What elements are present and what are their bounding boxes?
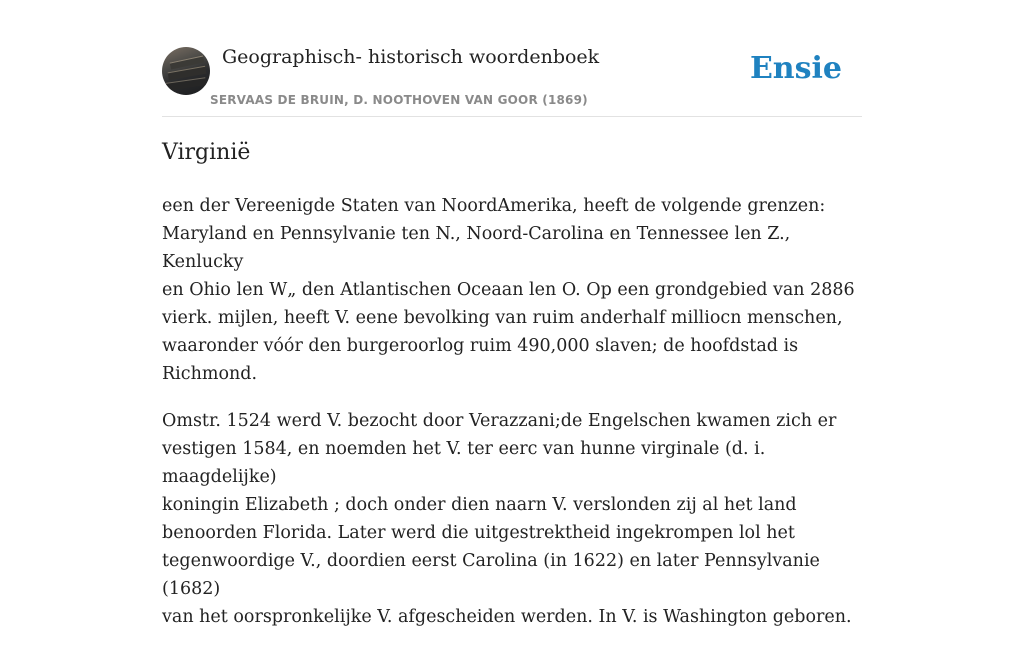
text-line: vierk. mijlen, heeft V. eene bevolking van ruim anderhalf milliocn menschen, xyxy=(162,308,843,328)
book-author-year: SERVAAS DE BRUIN, D. NOOTHOVEN VAN GOOR (1869) xyxy=(210,93,588,107)
text-line: en Ohio len W„ den Atlantischen Oceaan len O. Op een grondgebied van 2886 xyxy=(162,280,855,300)
text-line: waaronder vóór den burgeroorlog ruim 490,000 slaven; de hoofdstad is Richmond. xyxy=(162,336,799,384)
text-line: Maryland en Pennsylvanie ten N., Noord-Carolina en Tennessee len Z., Kenlucky xyxy=(162,224,791,272)
book-cover-avatar[interactable] xyxy=(162,47,210,95)
text-line: vestigen 1584, en noemden het V. ter eerc van hunne virginale (d. i. maagdelijke) xyxy=(162,439,766,487)
text-line: benoorden Florida. Later werd die uitgestrektheid ingekrompen lol het xyxy=(162,523,795,543)
text-line: een der Vereenigde Staten van NoordAmerika, heeft de volgende grenzen: xyxy=(162,196,826,216)
entry-content xyxy=(162,192,862,650)
text-line: van het oorspronkelijke V. afgescheiden werden. In V. is Washington geboren. xyxy=(162,607,852,627)
text-line: Omstr. 1524 werd V. bezocht door Verazzani;de Engelschen kwamen zich er xyxy=(162,411,837,431)
entry-title: Virginië xyxy=(162,140,251,165)
book-header xyxy=(162,0,862,117)
text-line: koningin Elizabeth ; doch onder dien naarn V. verslonden zij al het land xyxy=(162,495,797,515)
book-title-link[interactable]: Geographisch- historisch woordenboek xyxy=(222,46,600,68)
paragraph xyxy=(162,192,862,388)
ensie-logo-link[interactable]: Ensie xyxy=(749,51,842,86)
text-line: tegenwoordige V., doordien eerst Carolina (in 1622) en later Pennsylvanie (1682) xyxy=(162,551,820,599)
paragraph xyxy=(162,407,862,631)
